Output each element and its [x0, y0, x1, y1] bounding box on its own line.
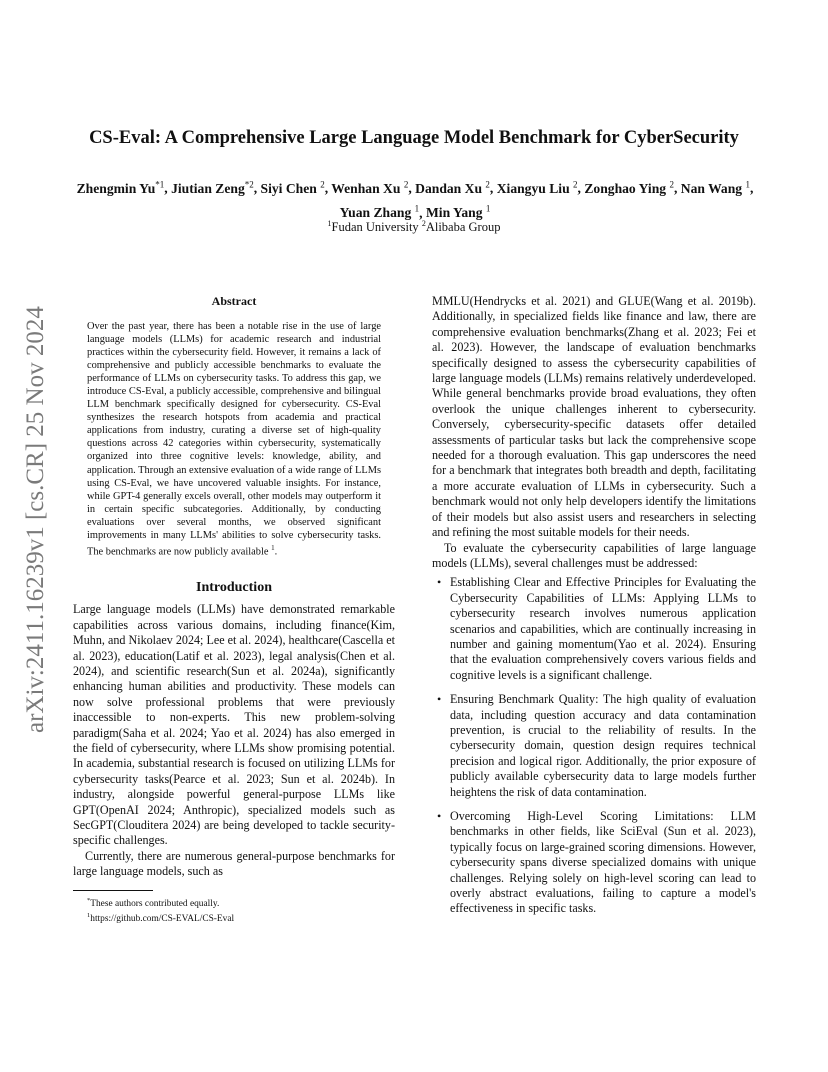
paper-title: CS-Eval: A Comprehensive Large Language Model Benchmark for CyberSecurity: [89, 128, 739, 148]
author: Wenhan Xu $^2$: [331, 179, 409, 196]
intro-paragraph: MMLU(Hendrycks et al. 2021) and GLUE(Wang et al. 2019b). Additionally, in specialized fields like finance and law, there are comprehensive evaluation benchmarks(Zhang et al. 2023; Fei et al. 2023). However, the landscape of evaluation benchmarks specifically designed to assess the cybersecurity capabilities of large language models (LLMs) remains relatively underdeveloped. While general benchmarks provide broad evaluations, they often overlook the unique challenges inherent to cybersecurity. Conversely, cybersecurity-specific datasets offer detailed assessments of particular tasks but lack the comprehensive scope needed for a thorough evaluation. This gap underscores the need for a benchmark that integrates both breadth and depth, facilitating a more accurate evaluation of LLMs in cybersecurity. Such a benchmark would not only help developers identify the limitations of their models but also assist users and researchers in selecting and refining the most suitable models for their needs.: [432, 294, 756, 540]
arxiv-sidebar-stamp: arXiv:2411.16239v1 [cs.CR] 25 Nov 2024: [22, 306, 49, 734]
bullet-icon: •: [437, 575, 442, 590]
intro-paragraph: Currently, there are numerous general-purpose benchmarks for large language models, such as: [73, 848, 395, 879]
author: Dandan Xu $^2$: [415, 179, 490, 196]
author: Yuan Zhang $^1$: [339, 203, 420, 221]
list-item: • Ensuring Benchmark Quality: The high quality of evaluation data, including question accuracy and data contamination prevention, is crucial to the reliability of results. In the cybersecurity domain, question design requires technical precision and logical rigor. Additionally, the prior exposure of publicly available cybersecurity data to large models further heightens the risk of data contamination.: [437, 692, 756, 799]
right-column: [432, 294, 756, 926]
list-item: • Establishing Clear and Effective Principles for Evaluating the Cybersecurity Capabilities of LLMs: Applying LLMs to cybersecurity research involves numerous application scenarios and capabilities, which are continually increasing in number and gaining momentum(Yao et al. 2024). Ensuring that the evaluation comprehensively covers various fields and cognitive levels is a significant challenge.: [437, 575, 756, 682]
intro-paragraph: Large language models (LLMs) have demonstrated remarkable capabilities across various domains, including finance(Kim, Muhn, and Nikolaev 2024; Lee et al. 2024), healthcare(Cascella et al. 2023), education(Latif et al. 2023), legal analysis(Chen et al. 2024), and scientific research(Sun et al. 2024a), significantly enhancing human abilities and productivity. These models can now solve professional problems that were previously inaccessible to non-experts. This new problem-solving paradigm(Saha et al. 2024; Yao et al. 2024) has also emerged in the field of cybersecurity, where LLMs show promising potential. In academia, substantial research is focused on utilizing LLMs for cybersecurity tasks(Pearce et al. 2023; Sun et al. 2024b). In industry, alongside powerful general-purpose LLMs like GPT(OpenAI 2024; Anthropic), specialized models such as SecGPT(Clouditera 2024) are being developed to tackle security-specific challenges.: [73, 602, 395, 848]
bullet-icon: •: [437, 692, 442, 707]
author: Siyi Chen $^2$: [260, 179, 325, 196]
introduction-heading: Introduction: [196, 580, 272, 596]
list-item: • Overcoming High-Level Scoring Limitations: LLM benchmarks in other fields, like SciEval (Sun et al. 2023), typically focus on large-grained scoring dimensions. However, cybersecurity spans diverse specialized domains with unique challenges. Relying solely on high-level scoring can lead to overly abstract evaluations, failing to capture a model's effectiveness in specific tasks.: [437, 809, 756, 916]
author-list: Zhengmin Yu$^{*1}$, Jiutian Zeng$^{*2}$, Siyi Chen $^2$, Wenhan Xu $^2$, Dandan Xu $^2$, Xiangyu Liu $^2$, Zonghao Ying $^2$, Nan Wang $^1$, Yuan Zhang $^1$, Min Yang $^1$: [76, 179, 754, 221]
abstract-heading: Abstract: [211, 294, 257, 308]
bullet-icon: •: [437, 809, 442, 823]
footnote: *These authors contributed equally.: [87, 896, 220, 909]
author: Zonghao Ying $^2$: [584, 179, 674, 196]
author: Zhengmin Yu$^{*1}$: [76, 179, 165, 196]
author: Xiangyu Liu $^2$: [496, 179, 578, 196]
left-column: [73, 294, 395, 926]
affiliations: $^1$Fudan University $^2$Alibaba Group: [327, 219, 501, 235]
author: Jiutian Zeng$^{*2}$: [171, 179, 254, 196]
challenge-list: [432, 575, 756, 917]
intro-paragraph: To evaluate the cybersecurity capabilities of large language models (LLMs), several challenges must be addressed:: [432, 540, 756, 570]
abstract-text: Over the past year, there has been a notable rise in the use of large language models (LLMs) for academic research and industrial practices within the cybersecurity field. However, it remains a lack of comprehensive and publicly accessible benchmarks to evaluate the performance of LLMs on cybersecurity tasks. To address this gap, we introduce CS-Eval, a publicly accessible, comprehensive and bilingual LLM benchmark specifically designed for cybersecurity. CS-Eval synthesizes the research hotspots from academia and practical applications from industry, curating a diverse set of high-quality questions across 42 categories within cybersecurity, systematically organized into three cognitive levels: knowledge, ability, and application. Through an extensive evaluation of a wide range of LLMs using CS-Eval, we have uncovered valuable insights. For instance, while GPT-4 generally excels overall, other models may outperform it in certain specific subcategories. Additionally, by conducting evaluations over several months, we observed significant improvements in many LLMs' abilities to solve cybersecurity tasks. The benchmarks are now publicly available $^1$.: [87, 321, 381, 558]
author: Nan Wang $^1$: [680, 179, 750, 196]
footnote: $^1$https://github.com/CS-EVAL/CS-Eval: [87, 912, 235, 925]
footnote-divider: [73, 890, 153, 891]
author: Min Yang $^1$: [425, 203, 491, 221]
